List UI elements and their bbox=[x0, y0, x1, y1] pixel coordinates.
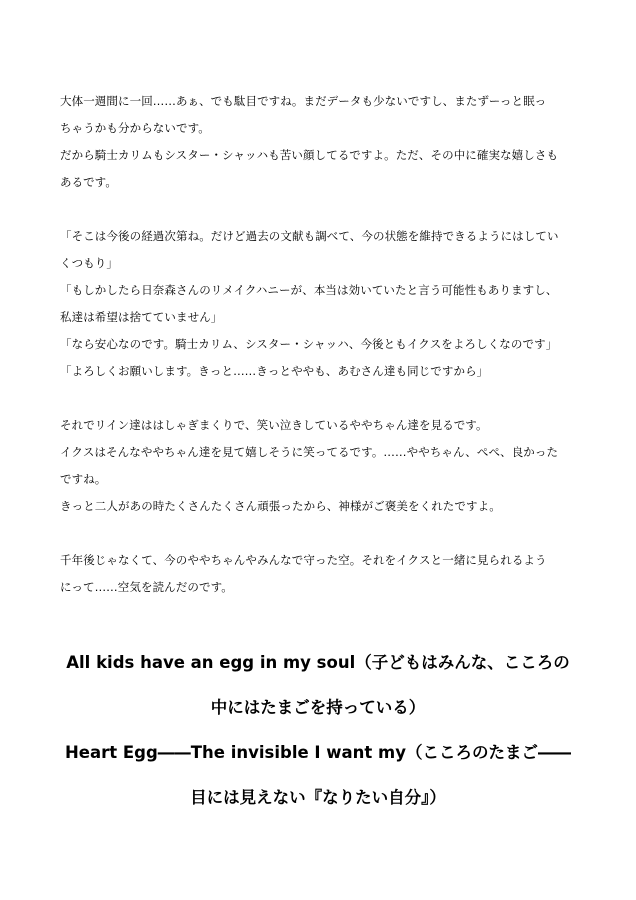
text-line: 「もしかしたら日奈森さんのリメイクハニーが、本当は効いていたと言う可能性もありますし、 bbox=[60, 283, 558, 297]
motto-line: 目には見えない『なりたい自分』） bbox=[190, 788, 446, 807]
text-line: にって……空気を読んだのです。 bbox=[60, 580, 233, 594]
story-text bbox=[60, 88, 580, 601]
paragraph-gap bbox=[60, 385, 580, 412]
paragraph-gap bbox=[60, 196, 580, 223]
text-line: それでリイン達ははしゃぎまくりで、笑い泣きしているややちゃん達を見るです。 bbox=[60, 418, 488, 432]
text-line: あるです。 bbox=[60, 175, 117, 189]
motto-line: All kids have an egg in my soul（子どもはみんな、こころの bbox=[66, 653, 570, 672]
text-line: 「なら安心なのです。騎士カリム、シスター・シャッハ、今後ともイクスをよろしくなのです」 bbox=[60, 337, 558, 351]
text-line: ですね。 bbox=[60, 472, 107, 486]
motto-line: 中にはたまごを持っている） bbox=[210, 698, 426, 717]
text-line: だから騎士カリムもシスター・シャッハも苦い顔してるですよ。ただ、その中に確実な嬉しさも bbox=[60, 148, 559, 162]
paragraph-gap bbox=[60, 520, 580, 547]
text-line: 私達は希望は捨てていません」 bbox=[60, 310, 223, 324]
motto-line: Heart Egg――The invisible I want my（こころのたまご―― bbox=[64, 743, 571, 762]
text-line: 千年後じゃなくて、今のややちゃんやみんなで守った空。それをイクスと一緒に見られるよう bbox=[60, 553, 547, 567]
text-line: ちゃうかも分からないです。 bbox=[60, 121, 210, 135]
text-line: 「よろしくお願いします。きっと……きっとややも、あむさん達も同じですから」 bbox=[60, 364, 489, 378]
text-line: イクスはそんなややちゃん達を見て嬉しそうに笑ってるです。……ややちゃん、ぺぺ、良かった bbox=[60, 445, 559, 459]
text-line: 大体一週間に一回……あぁ、でも駄目ですね。まだデータも少ないですし、またずーっと眠っ bbox=[60, 94, 547, 108]
text-line: 「そこは今後の経過次第ね。だけど過去の文献も調べて、今の状態を維持できるようにはしてい bbox=[60, 229, 559, 243]
closing-motto bbox=[0, 640, 636, 820]
text-line: くつもり」 bbox=[60, 256, 118, 270]
text-line: きっと二人があの時たくさんたくさん頑張ったから、神様がご褒美をくれたですよ。 bbox=[60, 499, 501, 513]
